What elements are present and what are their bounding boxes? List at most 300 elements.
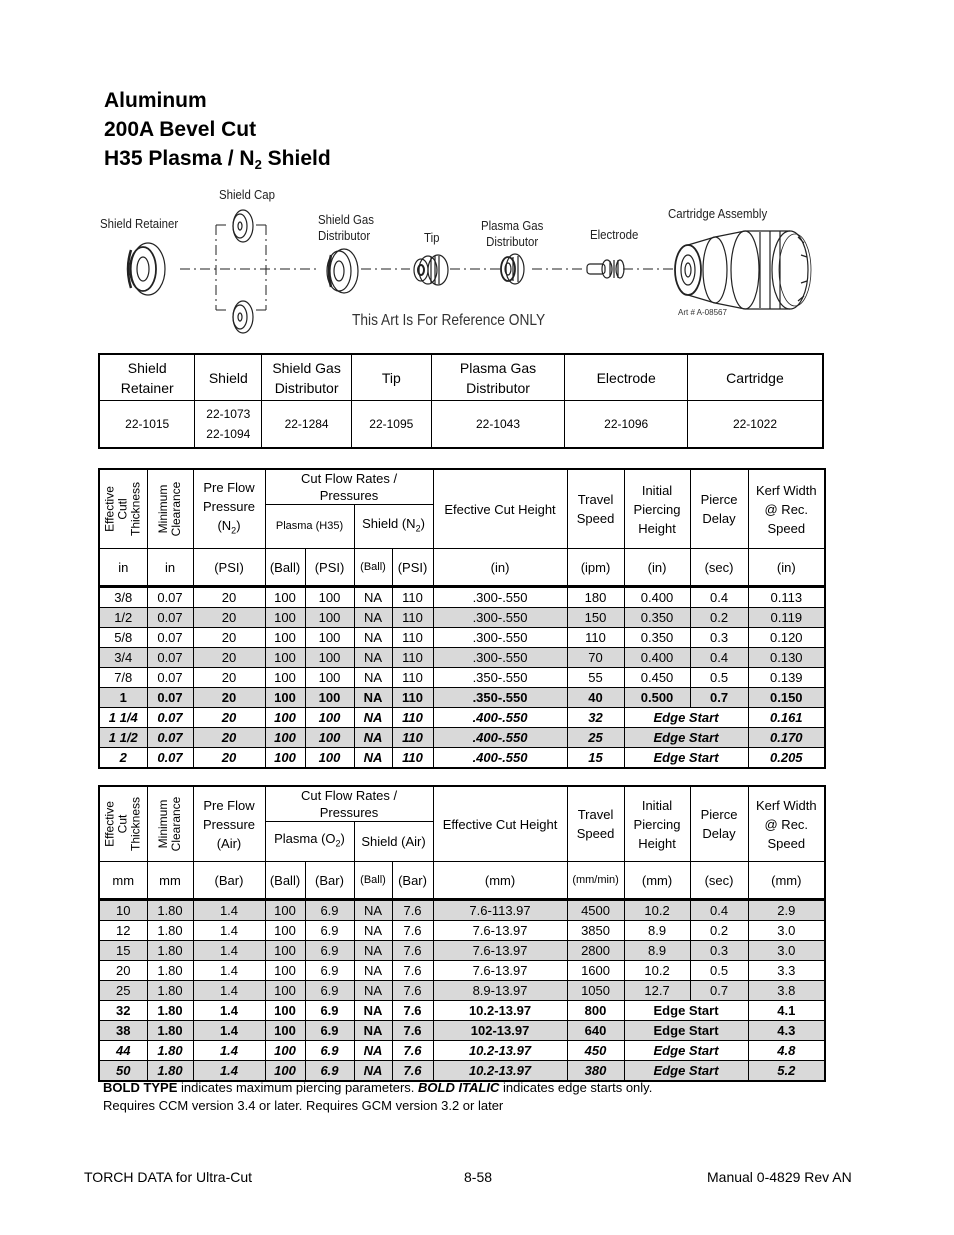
metric-cut-chart <box>98 785 826 1082</box>
label-electrode: Electrode <box>590 227 639 242</box>
table-cell: 6.9 <box>305 941 354 961</box>
unit-cell: (Bar) <box>193 862 265 900</box>
table-cell: .350-.550 <box>433 668 567 688</box>
table-cell: 100 <box>305 587 354 608</box>
table-cell: 0.500 <box>624 688 690 708</box>
table-cell: 20 <box>193 648 265 668</box>
table-cell: 3.0 <box>748 921 825 941</box>
table-cell: 6.9 <box>305 921 354 941</box>
table-cell: 8.9 <box>624 921 690 941</box>
table-cell: 100 <box>265 1041 305 1061</box>
table-cell: 0.113 <box>748 587 825 608</box>
table-cell: 100 <box>265 587 305 608</box>
table-cell: 20 <box>193 728 265 748</box>
table-cell: 10.2 <box>624 961 690 981</box>
table-cell: 100 <box>305 628 354 648</box>
bold-type-text: indicates maximum piercing parameters. <box>177 1080 418 1095</box>
unit-cell: in <box>147 549 193 587</box>
table-cell: NA <box>354 708 392 728</box>
header-clearance-text: Minimum Clearance <box>156 796 183 852</box>
table-row <box>99 628 825 648</box>
table-cell: 0.350 <box>624 628 690 648</box>
imperial-header-row-1 <box>99 469 825 505</box>
table-cell: 450 <box>567 1041 624 1061</box>
table-cell: 6.9 <box>305 1001 354 1021</box>
footer-page-number: 8-58 <box>464 1169 493 1185</box>
table-cell: 1.80 <box>147 981 193 1001</box>
table-cell: 20 <box>193 748 265 769</box>
header-kerf-width: Kerf Width @ Rec. Speed <box>748 469 825 549</box>
table-cell: 1/2 <box>99 608 147 628</box>
table-cell: 1.80 <box>147 900 193 921</box>
label-shield-cap: Shield Cap <box>219 187 275 202</box>
unit-cell: (Ball) <box>265 862 305 900</box>
table-cell: 100 <box>305 748 354 769</box>
table-cell: 0.7 <box>690 981 748 1001</box>
table-cell: 1.80 <box>147 961 193 981</box>
table-row <box>99 1041 825 1061</box>
unit-cell: (Ball) <box>354 862 392 900</box>
title-line-process: 200A Bevel Cut <box>104 118 257 141</box>
table-cell: 2800 <box>567 941 624 961</box>
table-cell: 5/8 <box>99 628 147 648</box>
table-cell: 100 <box>305 708 354 728</box>
table-cell: 10.2-13.97 <box>433 1041 567 1061</box>
table-cell: 6.9 <box>305 1041 354 1061</box>
table-cell: 0.161 <box>748 708 825 728</box>
table-cell: 1.80 <box>147 1041 193 1061</box>
table-cell: 0.130 <box>748 648 825 668</box>
table-cell: 10.2-13.97 <box>433 1001 567 1021</box>
table-cell: 0.4 <box>690 587 748 608</box>
table-cell: 7.6-13.97 <box>433 921 567 941</box>
table-row <box>99 961 825 981</box>
header-plasma-gas: Plasma $(O_2)$ <box>265 822 354 862</box>
table-cell: 0.119 <box>748 608 825 628</box>
table-cell: 15 <box>99 941 147 961</box>
table-cell: 7.6 <box>392 1001 433 1021</box>
table-cell: 0.150 <box>748 688 825 708</box>
table-cell: 110 <box>392 608 433 628</box>
unit-cell: in <box>99 549 147 587</box>
table-cell: 0.07 <box>147 748 193 769</box>
header-shield: Shield <box>195 354 262 401</box>
imperial-cut-chart <box>98 468 826 769</box>
table-cell: 100 <box>265 961 305 981</box>
unit-cell: (Ball) <box>265 549 305 587</box>
table-cell: 1.80 <box>147 921 193 941</box>
table-cell: NA <box>354 1021 392 1041</box>
unit-cell: (mm) <box>624 862 690 900</box>
table-cell: 0.4 <box>690 648 748 668</box>
table-cell: 7.6 <box>392 1061 433 1082</box>
table-cell: Edge Start <box>624 1061 748 1082</box>
table-cell: .400-.550 <box>433 728 567 748</box>
metric-data-rows <box>99 900 825 1082</box>
table-cell: 0.450 <box>624 668 690 688</box>
table-cell: 20 <box>193 587 265 608</box>
table-cell: Edge Start <box>624 1001 748 1021</box>
unit-cell: (PSI) <box>305 549 354 587</box>
table-cell: Edge Start <box>624 728 748 748</box>
unit-cell: (Bar) <box>305 862 354 900</box>
header-travel-speed: Travel Speed <box>567 786 624 862</box>
table-cell: 2.9 <box>748 900 825 921</box>
unit-cell: mm <box>147 862 193 900</box>
table-cell: NA <box>354 941 392 961</box>
unit-cell: (mm) <box>748 862 825 900</box>
table-cell: Edge Start <box>624 708 748 728</box>
header-tip: Tip <box>352 354 432 401</box>
header-kerf-width: Kerf Width @ Rec. Speed <box>748 786 825 862</box>
table-cell: 0.3 <box>690 941 748 961</box>
label-shield-retainer: Shield Retainer <box>100 216 179 231</box>
table-cell: 7.6 <box>392 1041 433 1061</box>
table-cell: 6.9 <box>305 961 354 981</box>
table-cell: NA <box>354 668 392 688</box>
table-cell: 110 <box>392 648 433 668</box>
table-cell: 0.4 <box>690 900 748 921</box>
table-cell: 1.4 <box>193 921 265 941</box>
table-cell: NA <box>354 648 392 668</box>
table-cell: 100 <box>265 668 305 688</box>
table-cell: 100 <box>265 648 305 668</box>
table-cell: 1.80 <box>147 1001 193 1021</box>
part-number-shield-gas-distributor: 22-1284 <box>262 401 352 449</box>
unit-cell: mm <box>99 862 147 900</box>
part-number-shield: 22-1073 22-1094 <box>195 401 262 449</box>
table-cell: 100 <box>305 688 354 708</box>
table-cell: 800 <box>567 1001 624 1021</box>
table-cell: 1.4 <box>193 1041 265 1061</box>
table-cell: 0.7 <box>690 688 748 708</box>
shield-cap-bottom <box>233 301 253 333</box>
table-cell: NA <box>354 587 392 608</box>
table-cell: 25 <box>99 981 147 1001</box>
table-cell: 32 <box>567 708 624 728</box>
table-cell: 1050 <box>567 981 624 1001</box>
label-cartridge-assembly: Cartridge Assembly <box>668 206 768 221</box>
table-cell: NA <box>354 628 392 648</box>
part-number-shield-retainer: 22-1015 <box>99 401 195 449</box>
table-row <box>99 941 825 961</box>
table-cell: .300-.550 <box>433 648 567 668</box>
unit-cell: (sec) <box>690 862 748 900</box>
table-cell: 1.4 <box>193 1061 265 1082</box>
shield-retainer-part <box>128 243 165 295</box>
table-cell: 20 <box>193 688 265 708</box>
electrode-part <box>587 260 624 278</box>
table-cell: 3.3 <box>748 961 825 981</box>
art-number: Art # A-08567 <box>678 308 727 317</box>
table-row <box>99 748 825 769</box>
table-cell: 0.07 <box>147 708 193 728</box>
table-cell: NA <box>354 688 392 708</box>
table-cell: 640 <box>567 1021 624 1041</box>
label-shield-gas-distributor: Shield Gas Distributor <box>318 212 374 243</box>
table-cell: 7.6-13.97 <box>433 961 567 981</box>
header-shield-gas: Shield $(N_2)$ <box>354 505 433 549</box>
table-cell: NA <box>354 1001 392 1021</box>
table-row <box>99 608 825 628</box>
table-cell: 20 <box>193 608 265 628</box>
table-cell: 10 <box>99 900 147 921</box>
table-cell: 20 <box>193 668 265 688</box>
table-cell: 0.07 <box>147 587 193 608</box>
table-cell: 0.5 <box>690 668 748 688</box>
header-cut-height: Effective Cut Height <box>433 786 567 862</box>
table-cell: 0.120 <box>748 628 825 648</box>
table-cell: 1 1/4 <box>99 708 147 728</box>
table-cell: 7.6 <box>392 900 433 921</box>
header-shield-retainer: Shield Retainer <box>99 354 195 401</box>
table-cell: 7.6 <box>392 961 433 981</box>
table-cell: 1.4 <box>193 900 265 921</box>
table-row <box>99 921 825 941</box>
table-cell: 100 <box>265 748 305 769</box>
header-clearance <box>147 786 193 862</box>
table-cell: 180 <box>567 587 624 608</box>
table-cell: NA <box>354 921 392 941</box>
table-row <box>99 587 825 608</box>
table-cell: 7.6 <box>392 921 433 941</box>
table-cell: 2 <box>99 748 147 769</box>
table-cell: 0.400 <box>624 648 690 668</box>
table-cell: 1.4 <box>193 961 265 981</box>
header-piercing-height: Initial Piercing Height <box>624 786 690 862</box>
table-cell: 6.9 <box>305 981 354 1001</box>
table-cell: .300-.550 <box>433 587 567 608</box>
table-cell: 0.139 <box>748 668 825 688</box>
table-cell: 0.2 <box>690 921 748 941</box>
unit-cell: (mm) <box>433 862 567 900</box>
bold-italic-label: BOLD ITALIC <box>418 1080 500 1095</box>
table-cell: 4500 <box>567 900 624 921</box>
table-cell: 100 <box>265 688 305 708</box>
unit-cell: (ipm) <box>567 549 624 587</box>
table-cell: 100 <box>265 900 305 921</box>
unit-cell: (PSI) <box>392 549 433 587</box>
legend-note <box>103 1079 652 1096</box>
table-cell: 3/8 <box>99 587 147 608</box>
table-cell: 7.6 <box>392 1021 433 1041</box>
table-cell: 100 <box>265 728 305 748</box>
header-preflow: Pre Flow Pressure $(N_2)$ <box>193 469 265 549</box>
table-cell: 1.80 <box>147 1021 193 1041</box>
table-cell: 1 1/2 <box>99 728 147 748</box>
table-cell: 20 <box>99 961 147 981</box>
version-requirement-note: Requires CCM version 3.4 or later. Requires GCM version 3.2 or later <box>103 1098 504 1113</box>
table-cell: 0.350 <box>624 608 690 628</box>
table-cell: 3850 <box>567 921 624 941</box>
table-row <box>99 728 825 748</box>
table-cell: 380 <box>567 1061 624 1082</box>
table-row <box>99 981 825 1001</box>
table-cell: NA <box>354 981 392 1001</box>
table-cell: 7/8 <box>99 668 147 688</box>
table-cell: 0.07 <box>147 668 193 688</box>
table-row <box>99 1021 825 1041</box>
table-cell: 3.0 <box>748 941 825 961</box>
table-cell: 0.07 <box>147 628 193 648</box>
header-plasma-gas: Plasma (H35) <box>265 505 354 549</box>
table-row <box>99 1061 825 1082</box>
table-cell: NA <box>354 961 392 981</box>
table-cell: .300-.550 <box>433 608 567 628</box>
unit-cell: (in) <box>748 549 825 587</box>
header-thickness <box>99 469 147 549</box>
header-cartridge: Cartridge <box>687 354 823 401</box>
table-cell: 0.170 <box>748 728 825 748</box>
table-cell: 4.8 <box>748 1041 825 1061</box>
bold-italic-text: indicates edge starts only. <box>499 1080 653 1095</box>
header-thickness <box>99 786 147 862</box>
table-cell: 100 <box>305 608 354 628</box>
table-cell: 7.6 <box>392 981 433 1001</box>
bold-type-label: BOLD TYPE <box>103 1080 178 1095</box>
table-cell: 110 <box>392 708 433 728</box>
table-cell: NA <box>354 748 392 769</box>
table-cell: .400-.550 <box>433 748 567 769</box>
header-shield-gas-distributor: Shield Gas Distributor <box>262 354 352 401</box>
table-cell: .300-.550 <box>433 628 567 648</box>
table-cell: 100 <box>305 728 354 748</box>
table-cell: 100 <box>265 981 305 1001</box>
table-cell: 100 <box>265 628 305 648</box>
metric-header-row-1 <box>99 786 825 822</box>
header-preflow: Pre Flow Pressure (Air) <box>193 786 265 862</box>
table-cell: Edge Start <box>624 1021 748 1041</box>
table-cell: NA <box>354 900 392 921</box>
table-cell: 10.2-13.97 <box>433 1061 567 1082</box>
table-cell: 150 <box>567 608 624 628</box>
label-plasma-gas-distributor: Plasma Gas Distributor <box>481 218 544 249</box>
table-cell: 0.07 <box>147 648 193 668</box>
table-cell: 50 <box>99 1061 147 1082</box>
table-cell: 110 <box>392 748 433 769</box>
table-cell: NA <box>354 1061 392 1082</box>
header-travel-speed: Travel Speed <box>567 469 624 549</box>
part-number-plasma-gas-distributor: 22-1043 <box>431 401 565 449</box>
shield-cap-top <box>233 210 253 242</box>
header-thickness-text: Effective Cutl Thickness <box>102 481 143 537</box>
unit-cell: (PSI) <box>193 549 265 587</box>
table-cell: 100 <box>265 941 305 961</box>
metric-units-row <box>99 862 825 900</box>
table-cell: Edge Start <box>624 748 748 769</box>
table-cell: 110 <box>392 587 433 608</box>
part-number-tip: 22-1095 <box>352 401 432 449</box>
table-cell: 6.9 <box>305 1061 354 1082</box>
table-cell: 10.2 <box>624 900 690 921</box>
table-row <box>99 648 825 668</box>
unit-cell: (mm/min) <box>567 862 624 900</box>
header-clearance <box>147 469 193 549</box>
part-numbers-header-row <box>99 354 823 401</box>
table-cell: NA <box>354 728 392 748</box>
table-cell: 12 <box>99 921 147 941</box>
header-clearance-text: Minimum Clearance <box>156 481 183 537</box>
table-cell: 110 <box>392 728 433 748</box>
table-cell: .350-.550 <box>433 688 567 708</box>
table-row <box>99 900 825 921</box>
table-row <box>99 708 825 728</box>
table-cell: 110 <box>567 628 624 648</box>
table-cell: 0.07 <box>147 608 193 628</box>
header-pierce-delay: Pierce Delay <box>690 786 748 862</box>
table-cell: 1.4 <box>193 981 265 1001</box>
table-cell: 100 <box>265 1001 305 1021</box>
header-pierce-delay: Pierce Delay <box>690 469 748 549</box>
table-cell: 0.2 <box>690 608 748 628</box>
table-cell: 0.3 <box>690 628 748 648</box>
table-cell: 8.9-13.97 <box>433 981 567 1001</box>
table-cell: 110 <box>392 628 433 648</box>
table-cell: 4.1 <box>748 1001 825 1021</box>
table-cell: 100 <box>265 921 305 941</box>
table-cell: .400-.550 <box>433 708 567 728</box>
table-cell: 7.6-113.97 <box>433 900 567 921</box>
header-cutflow: Cut Flow Rates / Pressures <box>265 469 433 505</box>
table-cell: 3/4 <box>99 648 147 668</box>
table-cell: 7.6 <box>392 941 433 961</box>
table-cell: 100 <box>265 708 305 728</box>
table-cell: Edge Start <box>624 1041 748 1061</box>
unit-cell: (in) <box>433 549 567 587</box>
table-cell: 7.6-13.97 <box>433 941 567 961</box>
table-cell: 110 <box>392 668 433 688</box>
table-cell: 8.9 <box>624 941 690 961</box>
shield-gas-distributor-part <box>327 249 358 293</box>
table-cell: 1.4 <box>193 941 265 961</box>
unit-cell: (in) <box>624 549 690 587</box>
table-cell: 1 <box>99 688 147 708</box>
header-plasma-gas-distributor: Plasma Gas Distributor <box>431 354 565 401</box>
table-cell: 100 <box>305 648 354 668</box>
table-cell: 40 <box>567 688 624 708</box>
header-cutflow: Cut Flow Rates / Pressures <box>265 786 433 822</box>
table-cell: 100 <box>265 1061 305 1082</box>
table-cell: 20 <box>193 628 265 648</box>
imperial-units-row <box>99 549 825 587</box>
table-cell: 44 <box>99 1041 147 1061</box>
label-tip: Tip <box>424 230 440 245</box>
table-cell: 100 <box>305 668 354 688</box>
plasma-gas-distributor-part <box>501 254 524 284</box>
table-cell: 25 <box>567 728 624 748</box>
table-cell: 4.3 <box>748 1021 825 1041</box>
header-electrode: Electrode <box>565 354 688 401</box>
unit-cell: (Ball) <box>354 549 392 587</box>
part-number-cartridge: 22-1022 <box>687 401 823 449</box>
table-cell: 102-13.97 <box>433 1021 567 1041</box>
table-cell: 0.07 <box>147 688 193 708</box>
table-row <box>99 1001 825 1021</box>
table-cell: 38 <box>99 1021 147 1041</box>
table-row <box>99 688 825 708</box>
reference-only-note: This Art Is For Reference ONLY <box>352 312 546 329</box>
imperial-data-rows <box>99 587 825 769</box>
header-thickness-text: Effective Cut Thickness <box>102 796 143 852</box>
table-cell: 0.07 <box>147 728 193 748</box>
unit-cell: (Bar) <box>392 862 433 900</box>
footer-section-title: TORCH DATA for Ultra-Cut <box>84 1169 253 1185</box>
table-row <box>99 668 825 688</box>
table-cell: 6.9 <box>305 900 354 921</box>
table-cell: 70 <box>567 648 624 668</box>
table-cell: 6.9 <box>305 1021 354 1041</box>
header-shield-gas: Shield (Air) <box>354 822 433 862</box>
